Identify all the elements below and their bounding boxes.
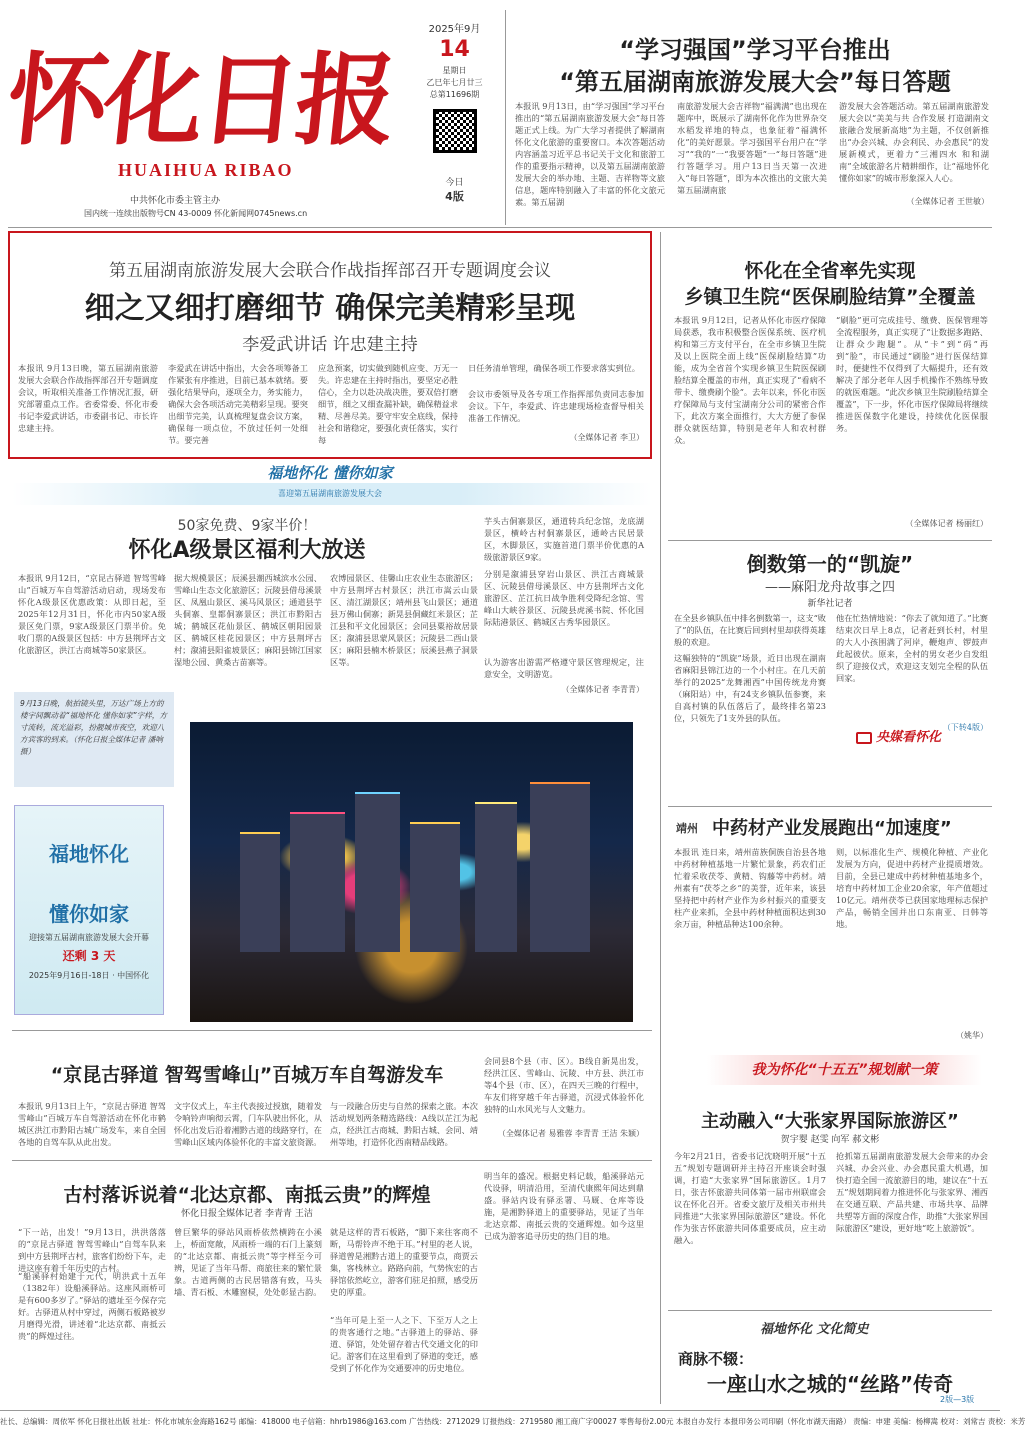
- divider: [668, 540, 992, 541]
- lead-signature: （全媒体记者 李卫）: [569, 433, 644, 442]
- lead-body-4: 日任务清单管理，确保各项工作要求落实到位。: [468, 363, 640, 373]
- right2-body-2: 这幅独特的“凯旋”场景，近日出现在湖南省麻阳县锦江边的一个小村庄。在几天前举行的2025“龙舞湘西”中国传统龙舟赛（麻阳站）中，有24支乡镇队伍参赛，来自高村镇的队伍落后了，最终排名第23位，只领先了1支外县的队伍。: [674, 653, 826, 723]
- ad-line-1: 福地怀化: [49, 842, 129, 866]
- right2-body-3: 他在忙热情地说：“你去了就知道了。”比赛结束次日早上8点，记者赶到长村，村里的大人小孩围满了河岸，鞭炮声、锣鼓声此起彼伏。原来，全村的男女老少自发组织了迎接仪式，欢迎这支划完全程的队伍回家。: [836, 613, 988, 683]
- right2-continued-link[interactable]: （下转4版）: [942, 723, 988, 732]
- top-story-body-1: 本报讯 9月13日，由“学习强国”学习平台推出的“第五届湖南旅游发展大会”每日答题正式上线。为广大学习者提供了解湖南怀化文化旅游的重要窗口。本次答题活动内容涵盖习近平总书记关于文化和旅游工作的重要指示精神，以及第五届湖南旅游发展大会的举办地、主题、吉祥物等文旅信息，题库特别融入了丰富的怀化文旅元素。第五届湖: [515, 101, 665, 207]
- date-year-month: 2025年9月: [428, 24, 481, 35]
- proposal-banner: 我为怀化“十五五”规划献一策: [707, 1055, 982, 1085]
- ad-small-text: 迎接第五届湖南旅游发展大会开幕: [29, 933, 149, 942]
- right4-headline: 主动融入“大张家界国际旅游区”: [701, 1111, 959, 1132]
- village-body-6: 明当年的盛况。根据史料记载，船溪驿站元代设驿，明清沿用，至清代康熙年间达到鼎盛。驿站内设有驿丞署、马厩、仓库等设施，是湘黔驿道上的重要驿站，见证了当年北达京都、南抵云贵的交通辉煌。如今这里已成为游客追寻历史的热门目的地。: [484, 1171, 644, 1241]
- date-lunar: 乙巳年七月廿三: [426, 78, 483, 87]
- right3-body-2: 则，以标准化生产、规模化种植、产业化发展为方向，促进中药材产业提质增效。目前，全县已建成中药材种植基地多个，培育中药材加工企业20余家，年产值超过10亿元。靖州茯苓已获国家地理标志保护产品，畅销全国并出口东南亚、日韩等地。: [836, 847, 988, 929]
- lead-subhead: 李爱武讲话 许忠建主持: [242, 335, 418, 355]
- page-count-value: 4版: [445, 190, 464, 203]
- column-banner-subtitle: 喜迎第五届湖南旅游发展大会: [278, 489, 382, 498]
- masthead-sponsor: 中共怀化市委主管主办: [130, 196, 221, 206]
- date-weekday: 星期日: [442, 66, 467, 75]
- right1-headline-1: 怀化在全省率先实现: [744, 260, 916, 282]
- lead-body-5: 会议市委领导及各专项工作指挥部负责同志参加会议。下午，李爱武、许忠建现场检查督导相关准备工作情况。: [468, 389, 644, 423]
- scenic-kicker: 50家免费、9家半价！: [177, 518, 317, 534]
- page-count: [412, 175, 497, 204]
- right4-body-2: 抢抓第五届湖南旅游发展大会带来的办会兴城、办会兴业、办会惠民重大机遇，加快打造全国一流旅游目的地，建议在“十五五”规划期间着力推进怀化与张家界、湘西在交通互联、产品共建、市场共享、品牌共塑等方面的深度合作，助推“大张家界国际旅游区”建设，更好地“吃上旅游饭”。: [836, 1151, 988, 1233]
- lead-headline: 细之又细打磨细节 确保完美精彩呈现: [84, 291, 576, 326]
- village-body-5: “当年可是上至一人之下、下至万人之上的贵客通行之地。”古驿道上的驿站、驿道、驿馆，处处留存着古代交通文化的印记。游客们在这里看到了驿道的变迁，感受到了怀化作为交通要冲的历史地位。: [330, 1315, 478, 1373]
- right4-byline: 贺宇婴 赵雯 向军 郝文彬: [780, 1135, 880, 1145]
- ad-dates: 2025年9月16日-18日 · 中国怀化: [28, 971, 150, 980]
- issue-number: 总第11696期: [429, 90, 480, 99]
- top-story-body-2: 南旅游发展大会吉祥物“福满满”也出现在题库中，既展示了湖南怀化作为世界杂交水稻发祥地的特点，也象征着“福满怀化”的美好愿景。学习强国平台用户在“学习”“我的”一“我要答题”一“每日答题”进行答题学习。用户13日当天第一次进入“每日答题”，即为本次推出的文旅大美第五届湖南旅: [677, 101, 827, 195]
- right2-body-1: 在全县乡镇队伍中排名倒数第一，这支“败了”的队伍，在比赛后回到村里却获得英雄般的欢迎。: [674, 613, 826, 647]
- footer-imprint: 社长、总编辑：周依军 怀化日报社出版 社址：怀化市城东金海路162号 邮编：418000 电子信箱：hhrb1986@163.com 广告热线：2712029 订报热线：2719580 湘工商广字00027 零售每份2.00元 本报自办发行 本报印务公司印刷（怀化市湖天南路） 责编：申建 美编：杨柳嵩 校对：刘常吉 责校：米芳: [0, 1410, 1000, 1427]
- masthead-title: 怀化日报: [1, 41, 399, 159]
- lead-body-2: 李爱武在讲话中指出，大会各项筹备工作紧张有序推进，目前已基本就绪。要强化结果导向，逐项全力，务实能力，确保大会各项活动完美精彩呈现。要突出细节完美，认真梳理复盘会议方案，确保每一项点位，不放过任何一处细节。要完善: [168, 363, 308, 445]
- right2-subhead: ——麻阳龙舟故事之四: [764, 580, 895, 595]
- feature-headline-2: 一座山水之城的“丝路”传奇: [706, 1372, 954, 1396]
- feature-page-link[interactable]: 2版—3版: [940, 1395, 975, 1404]
- night-aerial-photo[interactable]: [190, 722, 633, 1022]
- feature-column-title: 福地怀化 文化简史: [760, 1322, 869, 1337]
- photo-caption: 9月13日晚，航拍镜头里，万达广场上方的楼宇间飘动着“福地怀化 懂你如家”字样，方寸流转，流光溢彩，扮靓城市夜空，欢迎八方宾客的到来。（怀化日报全媒体记者 潘响 摄）: [14, 692, 174, 787]
- right3-headline: 中药材产业发展跑出“加速度”: [712, 818, 952, 839]
- village-body-1: “下一站，出发！”9月13日，洪洪落落的“京昆古驿道 智驾雪峰山”自驾车队来到中方县荆坪古村，旅客们纷纷下车，走进这座有着千年历史的古村。: [18, 1227, 166, 1273]
- selfdrive-body-1: 本报讯 9月13日上午，“京昆古驿道 智驾雪峰山”百城万车自驾游活动在怀化市鹤城区洪江市黔阳古城广场发车，来自全国各地的自驾车队从此出发。: [18, 1101, 166, 1147]
- lead-body-1: 本报讯 9月13日晚，第五届湖南旅游发展大会联合作战指挥部召开专题调度会议，听取相关准备工作情况汇报，研究部署重点工作。省委常委、怀化市委书记李爱武讲话，市委副书记、市长许忠建主持。: [18, 363, 158, 433]
- village-headline: 古村落诉说着“北达京都、南抵云贵”的辉煌: [63, 1184, 431, 1206]
- top-story-headline-2: “第五届湖南旅游发展大会”每日答题: [559, 68, 951, 96]
- right1-body-2: “刷脸”更可完成挂号、缴费、医保管理等全流程服务，真正实现了“让数据多跑路、让群众少跑腿”。从“卡”到“码”再到“脸”，市民通过“刷脸”进行医保结算时，便捷性不仅得到了大幅提升，还有效解决了部分老年人因手机操作不熟练导致的就医难题。“此次乡镇卫生院刷脸结算全覆盖”，下一步，怀化市医疗保障局将继续推进医保数字化建设，持续优化医保服务。: [836, 315, 988, 433]
- ad-countdown: 还剩 3 天: [62, 949, 116, 963]
- top-story-headline-1: “学习强国”学习平台推出: [619, 36, 891, 64]
- right3-signature: （姚华）: [956, 1031, 988, 1040]
- date-box: [412, 10, 497, 225]
- tv-icon: [856, 732, 872, 744]
- top-story-body-3: 游发展大会答题活动。第五届湖南旅游发展大会以“美美与共 合作发展 打造湖南文旅融合发展新高地”为主题，不仅创新推出“办会兴城、办会利民、办会惠民”的发展新模式，更着力“三湘四水 和和湖南”全域旅游名片精耕细作，让“福地怀化 懂你如家”的城市形象深入人心。: [839, 101, 989, 183]
- right1-body-1: 本报讯 9月12日，记者从怀化市医疗保障局获悉，我市积极整合医保系统、医疗机构和第三方支付平台，在全市乡镇卫生院及以上医院全面上线“医保刷脸结算”功能，成为全省首个实现乡镇卫生院医保刷脸结算全覆盖的市州，真正实现了“看病不带卡、缴费刷个脸”。去年以来，怀化市医疗保障局与支付宝湖南分公司的紧密合作下，此次方案全面推行，大大方便了参保群众就医结算，特别是老年人和农村群众。: [674, 315, 826, 445]
- scenic-body-2: 据大规模景区；辰溪县潮西城滨水公园、雪峰山生态文化旅游区；沅陵县借母溪景区、凤凰山景区、溪马风景区；通道县芋头侗寨、皇都侗寨景区；洪江市黔阳古城；鹤城区花仙景区、鹤城区朝阳园景区、鹤城区桂花园景区；中方县荆坪古村；溆浦县阳雀坡景区；麻阳县锦江国家湿地公园、黄桑古苗寨等。: [174, 573, 322, 667]
- right2-headline: 倒数第一的“凯旋”: [746, 552, 914, 576]
- divider: [505, 10, 506, 225]
- column-banner-title: 福地怀化 懂你如家: [267, 464, 393, 482]
- cctv-logo: [856, 726, 986, 760]
- village-body-3: 曾巨繁华的驿站风雨桥依然横跨在小溪上，桥面宽敞，风雨桥一端的石门上篆刻的“北达京都、南抵云贵”等字样至今可辨，见证了当年马帮、商旅往来的繁忙景象。古道两侧的古民居错落有致，马头墙、青石板、木雕窗棂，处处彰显古韵。: [174, 1227, 322, 1297]
- selfdrive-signature: （全媒体记者 易雅蓉 李青青 王洁 朱颖）: [497, 1129, 644, 1138]
- masthead-pinyin: HUAIHUA RIBAO: [118, 160, 294, 180]
- right3-body-1: 本报讯 连日来，靖州苗族侗族自治县各地中药材种植基地一片繁忙景象，药农们正忙着采收茯苓、黄精、钩藤等中药材。靖州素有“茯苓之乡”的美誉，近年来，该县坚持把中药材产业作为乡村振兴的重要支柱产业来抓，全县中药材种植面积达到30余万亩，种植品种达100余种。: [674, 847, 826, 929]
- scenic-body-4: 芋头古侗寨景区，通道转兵纪念馆，龙底湖景区，横岭古村侗寨景区，通岭古民居景区，木脚景区，实施首道门票半价优惠的A级旅游景区9家。: [484, 516, 644, 562]
- divider: [668, 1310, 992, 1311]
- masthead-cn-line: 国内统一连续出版物号CN 43-0009 怀化新闻网0745news.cn: [84, 209, 308, 218]
- scenic-body-5: 分别是溆浦县穿岩山景区、洪江古商城景区、沅陵县借母溪景区、中方县荆坪古文化旅游区、芷江抗日战争胜利受降纪念馆、雪峰山大峡谷景区、沅陵县虎溪书院、怀化国际陆港景区、鹤城区古秀华园景区。: [484, 569, 644, 627]
- right1-signature: （全媒体记者 杨丽红）: [905, 519, 988, 528]
- village-byline: 怀化日报全媒体记者 李青青 王洁: [181, 1209, 313, 1219]
- lead-kicker: 第五届湖南旅游发展大会联合作战指挥部召开专题调度会议: [109, 261, 551, 281]
- village-body-4: 就是这样的青石板路，“脚下来往客商不断，马帮铃声不绝于耳。”村里的老人说，驿道曾是湘黔古道上的重要节点，商贾云集，客栈林立。路路向前，气势恢宏的古驿馆依然屹立，游客们驻足拍照，感受历史的厚重。: [330, 1227, 478, 1297]
- right2-byline: 新华社记者: [807, 599, 853, 609]
- selfdrive-body-4: 会同县8个县（市、区）。B线自新晃出发，经洪江区、雪峰山、沅陵、中方县、洪江市等4个县（市、区），在四天三晚的行程中，车友们将穿越千年古驿道，沉浸式体验怀化独特的山水风光与人文魅力。: [484, 1056, 644, 1114]
- countdown-ad[interactable]: [14, 805, 164, 1015]
- selfdrive-headline: “京昆古驿道 智驾雪峰山”百城万车自驾游发车: [50, 1064, 444, 1086]
- selfdrive-body-2: 文字仪式上，车主代表接过授旗，随着发令响铃声响彻云霄，门车队驶出怀化，从怀化出发后沿着湘黔古道的线路穿行，在雪峰山区域内体验怀化的丰富文旅资源。: [174, 1101, 322, 1147]
- right3-place: 靖州: [676, 822, 698, 835]
- date-day: 14: [439, 37, 470, 62]
- right4-body-1: 今年2月21日，省委书记沈晓明开展“十五五”规划专题调研并主持召开座谈会时强调，打造“大张家界”国际旅游区。1月7日，张吉怀旅游共同体第一届市州联席会议在怀化召开。省委文旅厅及相关市州共同推进“大张家界国际旅游区”建设。怀化作为张吉怀旅游共同体重要成员，应主动融入。: [674, 1151, 826, 1245]
- page-count-label: 今日: [445, 178, 464, 188]
- divider: [12, 1160, 652, 1161]
- top-story-signature: （全媒体记者 王世敏）: [906, 197, 989, 206]
- ad-line-2: 懂你如家: [49, 902, 129, 926]
- village-body-2: “船溪驿村始建于元代，明洪武十五年（1382年）设船溪驿站。这座风雨桥可是有600多岁了。”驿站的遗址至今保存完好。古驿道从村中穿过，两侧石板路被岁月磨得光滑，讲述着“北达京都、南抵云贵”的辉煌过往。: [18, 1271, 166, 1341]
- selfdrive-body-3: 与一段融合历史与自然的探索之旅。本次活动规划两条精选路线：A线以芷江为起点，经洪江古商城、黔阳古城、会同、靖州等地，打造怀化西南精品线路。: [330, 1101, 478, 1147]
- feature-headline-1: 商脉不辍：: [678, 1350, 754, 1368]
- lead-body-3: 应急预案，切实做到随机应变、万无一失。许忠建在主持时指出，要坚定必胜信心，全力以赴决战决胜，要双倍打磨细节，细之又细查漏补缺，确保精益求精、尽善尽美。要守牢安全底线，保持社会和谐稳定，要强化责任落实，实行每: [318, 363, 458, 445]
- scenic-body-6: 认为游客出游需严格遵守景区管理规定，注意安全，文明游览。: [484, 657, 644, 679]
- qr-code-icon[interactable]: [433, 109, 477, 153]
- right1-headline-2: 乡镇卫生院“医保刷脸结算”全覆盖: [684, 286, 976, 308]
- divider: [8, 227, 992, 228]
- scenic-headline: 怀化A级景区福利大放送: [128, 538, 366, 563]
- scenic-body-3: 农博园景区、佳馨山庄农业生态旅游区；中方县荆坪古村景区；洪江市嵩云山景区、清江湖景区；靖州县飞山景区；通道县万佛山侗寨；新晃县侗藏红米景区；芷江县和平文化园景区；会同县粟裕故居景区；溆浦县思蒙风景区；沅陵县二酉山景区；麻阳县楠木桥景区；辰溪县燕子洞景区等。: [330, 573, 478, 667]
- divider: [660, 232, 661, 1404]
- divider: [12, 1030, 652, 1031]
- scenic-signature: （全媒体记者 李青青）: [561, 685, 644, 694]
- divider: [668, 806, 992, 807]
- scenic-body-1: 本报讯 9月12日，“京昆古驿道 智驾雪峰山”百城万车自驾游活动启动，现场发布怀化A级景区优惠政策：从即日起，至2025年12月31日，怀化市内50家A级景区免门票，9家A级景区门票半价。免收门票的A级景区包括：中方县荆坪古文化旅游区，洪江古商城等50家景区。: [18, 573, 166, 655]
- cctv-label: 央媒看怀化: [876, 730, 942, 745]
